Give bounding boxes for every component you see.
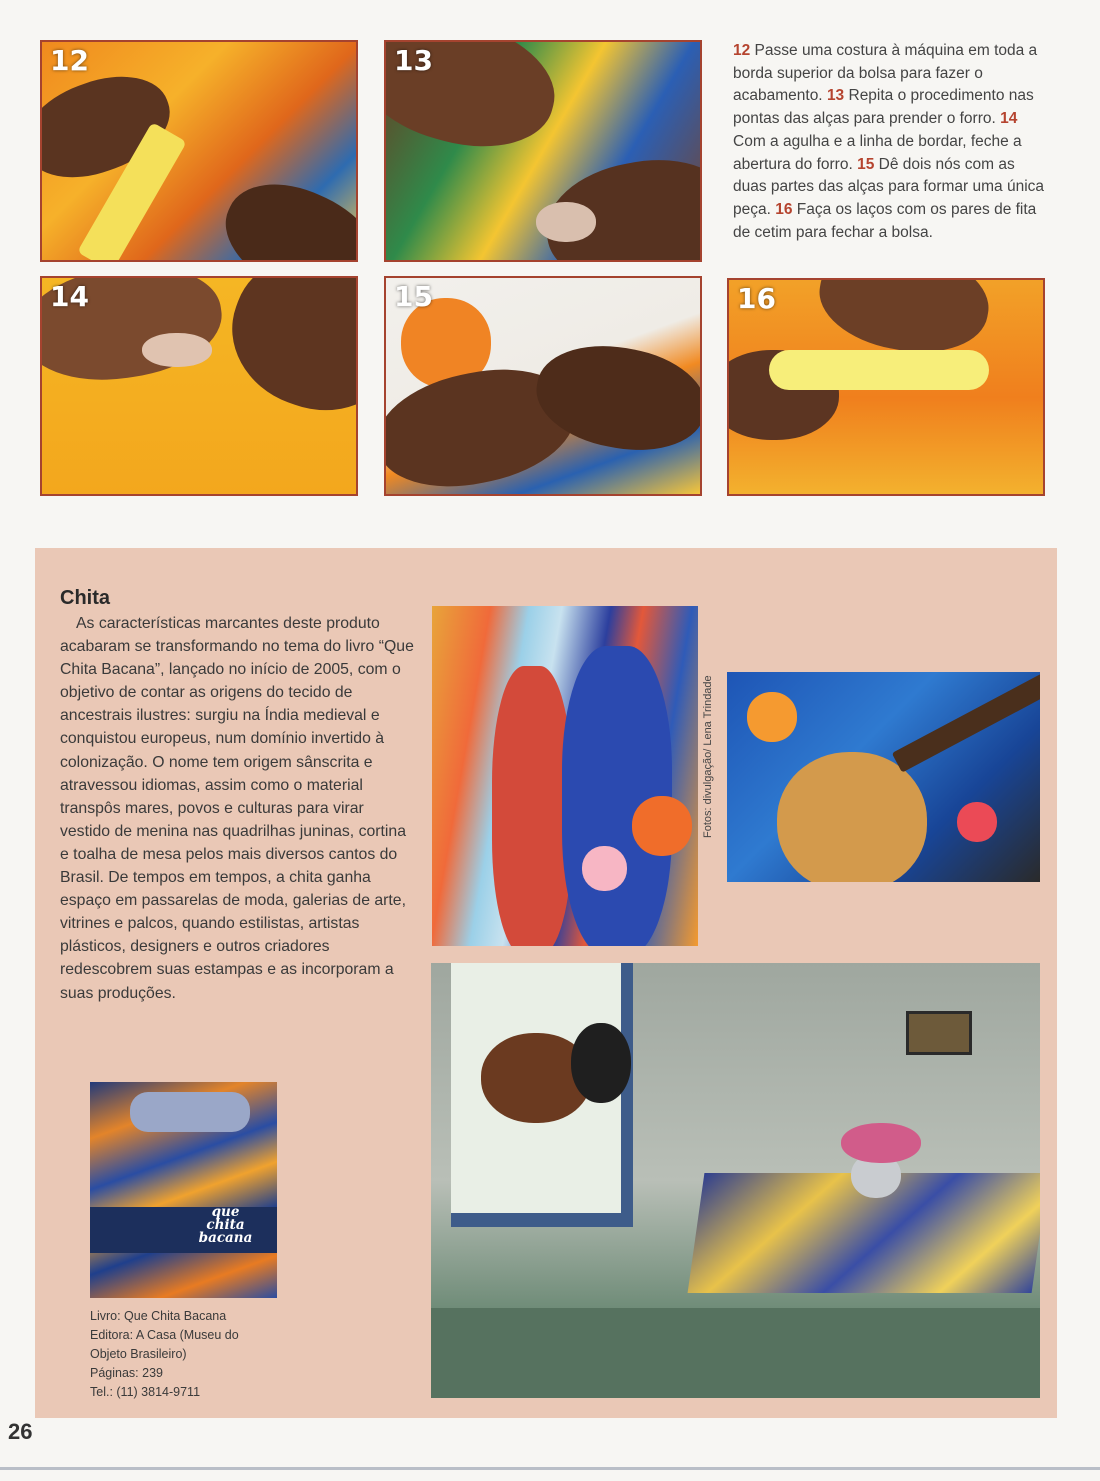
book-cover-title: que chita bacana bbox=[198, 1204, 253, 1246]
figure-shape bbox=[492, 666, 572, 946]
guitar-neck-shape bbox=[892, 673, 1040, 772]
flower-shape bbox=[957, 802, 997, 842]
step-text: Passe uma costura à máquina em toda a borda superior da bolsa para fazer o acabamento. bbox=[733, 42, 1038, 105]
photo-credit: Fotos: divulgação/ Lena Trindade bbox=[702, 675, 714, 838]
step-photo-16 bbox=[727, 278, 1045, 496]
photo-room-rooster bbox=[431, 963, 1040, 1398]
book-info-line: Páginas: 239 bbox=[90, 1366, 163, 1380]
book-info bbox=[90, 1307, 340, 1402]
step-text: Com a agulha e a linha de bordar, feche a abertura do forro. bbox=[733, 132, 1022, 173]
picture-frame-shape bbox=[906, 1011, 972, 1055]
fingernail-shape bbox=[536, 202, 596, 242]
step-ref: 15 bbox=[857, 155, 875, 173]
page-number: 26 bbox=[8, 1419, 33, 1444]
step-number: 12 bbox=[50, 44, 89, 77]
photo-dancers bbox=[432, 606, 698, 946]
step-number: 16 bbox=[737, 282, 776, 315]
step-ref: 12 bbox=[733, 42, 751, 59]
panel-title: Chita bbox=[60, 587, 110, 609]
book-info-line: Objeto Brasileiro) bbox=[90, 1347, 187, 1361]
book-info-line: Livro: Que Chita Bacana bbox=[90, 1309, 227, 1323]
flower-shape bbox=[747, 692, 797, 742]
fingernail-shape bbox=[142, 333, 212, 367]
step-ref: 14 bbox=[1000, 110, 1018, 128]
step-photo-13 bbox=[384, 40, 702, 262]
hand-shape bbox=[208, 163, 358, 262]
flower-shape bbox=[632, 796, 692, 856]
step-number: 15 bbox=[394, 280, 433, 313]
fabric-shape bbox=[130, 1092, 250, 1132]
rooster-tail-shape bbox=[571, 1023, 631, 1103]
instructions-text bbox=[733, 40, 1048, 244]
flower-shape bbox=[841, 1123, 921, 1163]
step-ref: 13 bbox=[826, 87, 845, 105]
step-ref: 16 bbox=[775, 200, 793, 218]
photo-guitar bbox=[727, 672, 1040, 882]
step-photo-14 bbox=[40, 276, 358, 496]
guitar-body-shape bbox=[777, 752, 927, 882]
book-info-line: Editora: A Casa (Museu do bbox=[90, 1328, 239, 1342]
book-cover bbox=[90, 1082, 277, 1298]
step-text: Dê dois nós com as duas partes das alças para formar uma única peça. bbox=[733, 155, 1045, 218]
step-number: 13 bbox=[394, 44, 433, 77]
book-info-line: Tel.: (11) 3814-9711 bbox=[90, 1385, 201, 1399]
step-number: 14 bbox=[50, 280, 89, 313]
panel-body-text: As características marcantes deste produto acabaram se transformando no tema do livro “Que Chita Bacana”, lançado no início de 2005, com o objetivo de contar as origens do tecido de ancestrais ilustres: surgiu na Índia medieval e conquistou europeus, num domínio invertido à colonização. O nome tem origem sânscrita e atravessou idiomas, assim como o material transpôs mares, povos e culturas para virar vestido de menina nas quadrilhas juninas, cortina e toalha de mesa pelos mais diversos cantos do Brasil. De tempos em tempos, a chita ganha espaço em passarelas de moda, galerias de arte, vitrines e palcos, quando estilistas, artistas plásticos, designers e outros criadores redescobrem suas estampas e as incorporam a suas produções. bbox=[60, 615, 414, 1002]
floor-shape bbox=[431, 1308, 1040, 1398]
step-text: Repita o procedimento nas pontas das alças para prender o forro. bbox=[733, 87, 1034, 128]
flower-shape bbox=[582, 846, 627, 891]
step-photo-12 bbox=[40, 40, 358, 262]
step-photo-15 bbox=[384, 276, 702, 496]
hand-shape bbox=[211, 276, 358, 433]
step-text: Faça os laços com os pares de fita de cetim para fechar a bolsa. bbox=[733, 200, 1037, 241]
bottom-rule bbox=[0, 1467, 1100, 1470]
ribbon-shape bbox=[769, 350, 989, 390]
